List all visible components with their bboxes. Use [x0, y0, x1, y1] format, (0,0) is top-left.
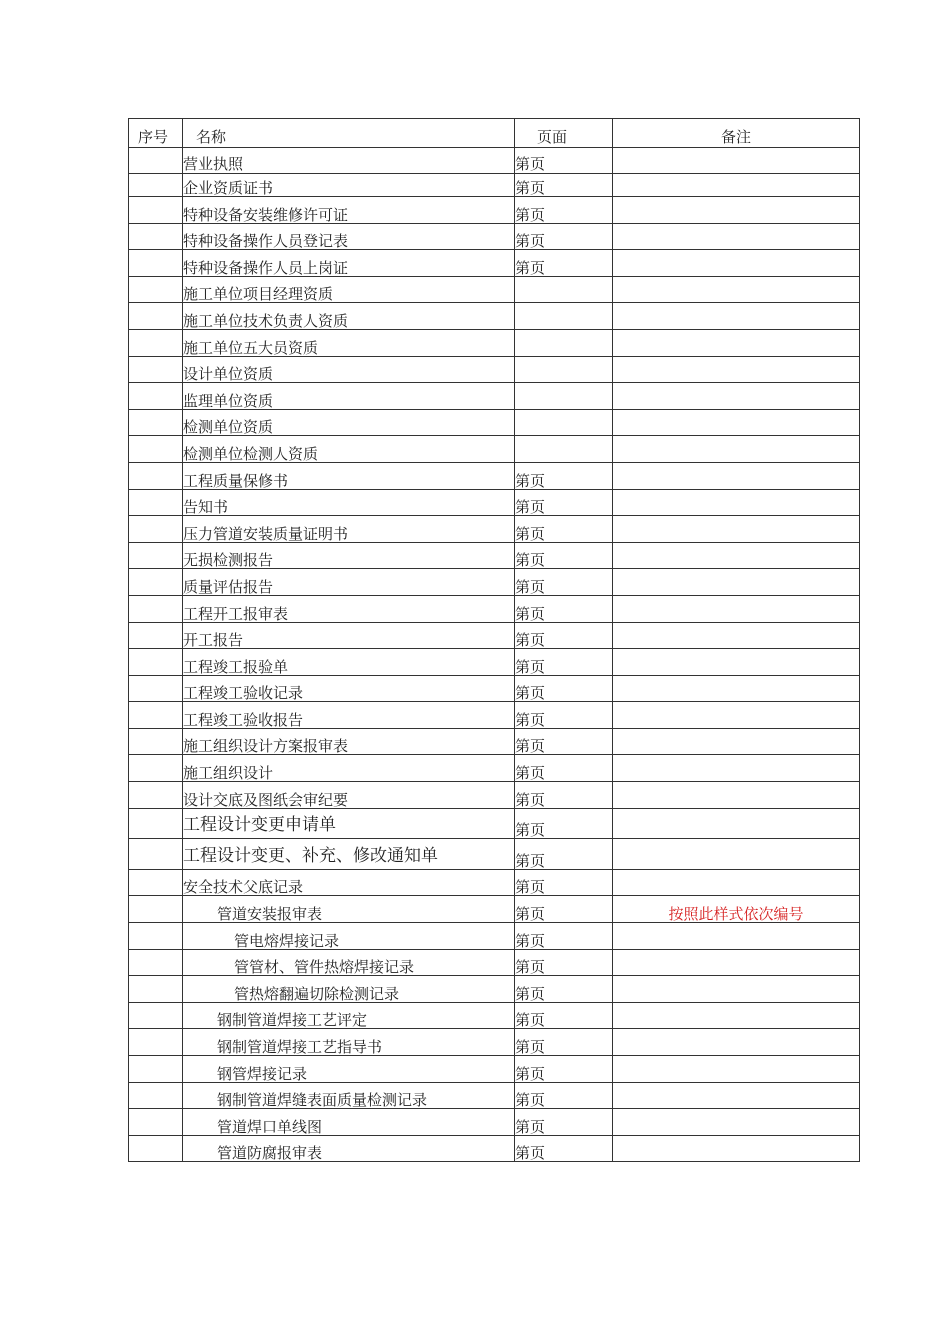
row-page-cell: 第页	[515, 976, 613, 1003]
table-row	[129, 1082, 860, 1109]
table-row	[129, 649, 860, 676]
row-note-cell	[613, 303, 860, 330]
table-row	[129, 808, 860, 839]
row-name-cell: 监理单位资质	[183, 383, 515, 410]
row-seq-cell	[129, 1109, 183, 1136]
table-row	[129, 622, 860, 649]
row-note-cell	[613, 1082, 860, 1109]
table-row	[129, 329, 860, 356]
row-seq-cell	[129, 869, 183, 896]
row-page-cell: 第页	[515, 595, 613, 622]
table-row	[129, 462, 860, 489]
row-name-cell: 工程竣工验收记录	[183, 675, 515, 702]
row-note-cell	[613, 649, 860, 676]
row-page-cell: 第页	[515, 148, 613, 174]
row-seq-cell	[129, 569, 183, 596]
row-seq-cell	[129, 839, 183, 870]
row-note-cell	[613, 755, 860, 782]
row-seq-cell	[129, 595, 183, 622]
row-seq-cell	[129, 148, 183, 174]
row-name-cell: 工程开工报审表	[183, 595, 515, 622]
row-name-cell: 营业执照	[183, 148, 515, 174]
table-header-row	[129, 119, 860, 148]
row-name-cell: 工程竣工报验单	[183, 649, 515, 676]
row-note-cell	[613, 356, 860, 383]
row-page-cell: 第页	[515, 489, 613, 516]
table-row	[129, 516, 860, 543]
row-page-cell: 第页	[515, 569, 613, 596]
row-name-cell: 管道安装报审表	[183, 896, 515, 923]
row-note-cell	[613, 569, 860, 596]
table-row	[129, 569, 860, 596]
row-name-cell: 特种设备操作人员登记表	[183, 223, 515, 250]
row-seq-cell	[129, 675, 183, 702]
row-name-cell: 管道防腐报审表	[183, 1135, 515, 1162]
table-row	[129, 223, 860, 250]
row-name-cell: 管电熔焊接记录	[183, 923, 515, 950]
row-page-cell: 第页	[515, 1109, 613, 1136]
row-name-cell: 安全技术父底记录	[183, 869, 515, 896]
header-note: 备注	[613, 119, 860, 148]
table-row	[129, 1029, 860, 1056]
row-note-cell	[613, 1109, 860, 1136]
row-name-cell: 管热熔翻遍切除检测记录	[183, 976, 515, 1003]
table-row	[129, 276, 860, 303]
table-row	[129, 1135, 860, 1162]
row-page-cell: 第页	[515, 808, 613, 839]
row-name-cell: 压力管道安装质量证明书	[183, 516, 515, 543]
row-note-cell	[613, 329, 860, 356]
row-name-cell: 施工组织设计方案报审表	[183, 728, 515, 755]
row-seq-cell	[129, 462, 183, 489]
table-row	[129, 542, 860, 569]
header-seq: 序号	[129, 119, 183, 148]
document-index-table	[128, 118, 860, 1162]
row-note-cell	[613, 148, 860, 174]
row-note-cell	[613, 197, 860, 224]
row-seq-cell	[129, 329, 183, 356]
row-seq-cell	[129, 303, 183, 330]
row-seq-cell	[129, 223, 183, 250]
table-row	[129, 174, 860, 197]
row-seq-cell	[129, 728, 183, 755]
row-page-cell: 第页	[515, 542, 613, 569]
row-page-cell: 第页	[515, 223, 613, 250]
row-note-cell	[613, 869, 860, 896]
table-row	[129, 383, 860, 410]
row-page-cell: 第页	[515, 174, 613, 197]
row-name-cell: 开工报告	[183, 622, 515, 649]
row-note-cell	[613, 1135, 860, 1162]
row-note-cell	[613, 808, 860, 839]
row-page-cell: 第页	[515, 649, 613, 676]
row-name-cell: 钢制管道焊接工艺指导书	[183, 1029, 515, 1056]
row-seq-cell	[129, 976, 183, 1003]
table-row	[129, 1002, 860, 1029]
row-name-cell: 钢管焊接记录	[183, 1056, 515, 1083]
row-page-cell: 第页	[515, 896, 613, 923]
row-name-cell: 检测单位资质	[183, 409, 515, 436]
row-page-cell	[515, 409, 613, 436]
table-row	[129, 976, 860, 1003]
table-row	[129, 923, 860, 950]
row-note-cell	[613, 923, 860, 950]
row-page-cell: 第页	[515, 1002, 613, 1029]
row-note-cell	[613, 1002, 860, 1029]
header-name: 名称	[183, 119, 515, 148]
row-seq-cell	[129, 1002, 183, 1029]
row-page-cell: 第页	[515, 728, 613, 755]
table-row	[129, 782, 860, 809]
row-page-cell: 第页	[515, 755, 613, 782]
row-name-cell: 钢制管道焊缝表面质量检测记录	[183, 1082, 515, 1109]
table-row	[129, 702, 860, 729]
row-note-cell	[613, 1056, 860, 1083]
row-note-cell	[613, 728, 860, 755]
row-page-cell: 第页	[515, 1082, 613, 1109]
row-note-cell	[613, 622, 860, 649]
row-page-cell: 第页	[515, 197, 613, 224]
row-name-cell: 钢制管道焊接工艺评定	[183, 1002, 515, 1029]
row-note-cell	[613, 839, 860, 870]
row-seq-cell	[129, 1082, 183, 1109]
table-row	[129, 595, 860, 622]
row-page-cell: 第页	[515, 516, 613, 543]
row-page-cell: 第页	[515, 839, 613, 870]
row-seq-cell	[129, 174, 183, 197]
table-row	[129, 896, 860, 923]
row-seq-cell	[129, 489, 183, 516]
table-row	[129, 949, 860, 976]
row-note-cell	[613, 409, 860, 436]
row-note-cell	[613, 675, 860, 702]
row-page-cell	[515, 303, 613, 330]
row-name-cell: 施工组织设计	[183, 755, 515, 782]
table-row	[129, 839, 860, 870]
table-row	[129, 755, 860, 782]
row-page-cell: 第页	[515, 923, 613, 950]
table-row	[129, 1056, 860, 1083]
table-body	[129, 148, 860, 1162]
row-name-cell: 无损检测报告	[183, 542, 515, 569]
row-page-cell: 第页	[515, 869, 613, 896]
row-seq-cell	[129, 649, 183, 676]
row-name-cell: 工程质量保修书	[183, 462, 515, 489]
row-seq-cell	[129, 1056, 183, 1083]
table-row	[129, 1109, 860, 1136]
table-row	[129, 148, 860, 174]
row-page-cell	[515, 329, 613, 356]
row-note-cell	[613, 516, 860, 543]
row-name-cell: 特种设备操作人员上岗证	[183, 250, 515, 277]
row-note-cell	[613, 949, 860, 976]
row-page-cell	[515, 356, 613, 383]
row-note-cell	[613, 462, 860, 489]
row-seq-cell	[129, 923, 183, 950]
row-page-cell: 第页	[515, 782, 613, 809]
row-note-cell: 按照此样式依次编号	[613, 896, 860, 923]
row-name-cell: 特种设备安装维修许可证	[183, 197, 515, 224]
row-seq-cell	[129, 782, 183, 809]
row-name-cell: 施工单位技术负责人资质	[183, 303, 515, 330]
row-note-cell	[613, 1029, 860, 1056]
row-name-cell: 企业资质证书	[183, 174, 515, 197]
row-seq-cell	[129, 276, 183, 303]
row-seq-cell	[129, 702, 183, 729]
row-seq-cell	[129, 1135, 183, 1162]
row-note-cell	[613, 436, 860, 463]
row-name-cell: 施工单位五大员资质	[183, 329, 515, 356]
table-row	[129, 489, 860, 516]
row-page-cell: 第页	[515, 1135, 613, 1162]
row-name-cell: 工程设计变更申请单	[183, 808, 515, 839]
row-page-cell: 第页	[515, 1029, 613, 1056]
header-page: 页面	[515, 119, 613, 148]
row-seq-cell	[129, 896, 183, 923]
row-seq-cell	[129, 622, 183, 649]
row-name-cell: 质量评估报告	[183, 569, 515, 596]
row-note-cell	[613, 276, 860, 303]
row-note-cell	[613, 489, 860, 516]
row-note-cell	[613, 174, 860, 197]
row-seq-cell	[129, 542, 183, 569]
row-seq-cell	[129, 197, 183, 224]
table-row	[129, 436, 860, 463]
row-name-cell: 工程设计变更、补充、修改通知单	[183, 839, 515, 870]
table-row	[129, 728, 860, 755]
table-row	[129, 250, 860, 277]
table-row	[129, 303, 860, 330]
row-page-cell: 第页	[515, 1056, 613, 1083]
row-seq-cell	[129, 516, 183, 543]
row-note-cell	[613, 595, 860, 622]
row-page-cell: 第页	[515, 250, 613, 277]
row-seq-cell	[129, 383, 183, 410]
row-seq-cell	[129, 1029, 183, 1056]
row-seq-cell	[129, 409, 183, 436]
row-seq-cell	[129, 250, 183, 277]
table-row	[129, 197, 860, 224]
row-name-cell: 设计单位资质	[183, 356, 515, 383]
row-page-cell: 第页	[515, 949, 613, 976]
row-seq-cell	[129, 356, 183, 383]
row-note-cell	[613, 542, 860, 569]
row-page-cell: 第页	[515, 622, 613, 649]
row-name-cell: 告知书	[183, 489, 515, 516]
row-note-cell	[613, 976, 860, 1003]
row-name-cell: 管道焊口单线图	[183, 1109, 515, 1136]
row-note-cell	[613, 383, 860, 410]
row-seq-cell	[129, 755, 183, 782]
row-seq-cell	[129, 949, 183, 976]
row-note-cell	[613, 223, 860, 250]
row-note-cell	[613, 782, 860, 809]
row-name-cell: 管管材、管件热熔焊接记录	[183, 949, 515, 976]
row-page-cell	[515, 383, 613, 410]
row-note-cell	[613, 250, 860, 277]
row-name-cell: 检测单位检测人资质	[183, 436, 515, 463]
table-row	[129, 409, 860, 436]
table-row	[129, 675, 860, 702]
row-page-cell	[515, 276, 613, 303]
row-seq-cell	[129, 808, 183, 839]
row-seq-cell	[129, 436, 183, 463]
row-name-cell: 设计交底及图纸会审纪要	[183, 782, 515, 809]
row-page-cell: 第页	[515, 702, 613, 729]
row-name-cell: 工程竣工验收报告	[183, 702, 515, 729]
row-page-cell: 第页	[515, 462, 613, 489]
row-name-cell: 施工单位项目经理资质	[183, 276, 515, 303]
table-row	[129, 356, 860, 383]
table-row	[129, 869, 860, 896]
row-note-cell	[613, 702, 860, 729]
row-page-cell: 第页	[515, 675, 613, 702]
row-page-cell	[515, 436, 613, 463]
